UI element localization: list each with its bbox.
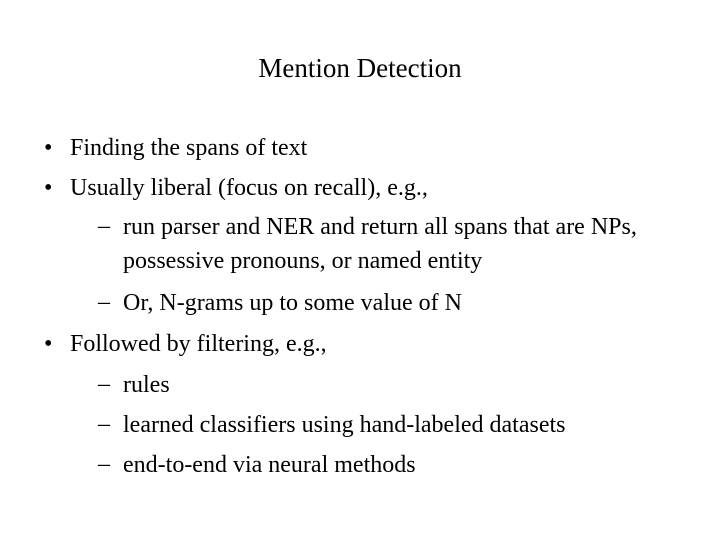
sub-item-line: possessive pronouns, or named entity	[123, 248, 483, 274]
bullet-glyph: •	[44, 135, 53, 161]
sub-item	[98, 370, 718, 402]
bullet-glyph: •	[44, 331, 53, 357]
sub-item	[98, 410, 718, 442]
bullet-item	[44, 134, 704, 166]
bullet-text: Followed by filtering, e.g.,	[70, 331, 327, 357]
sub-item-text: Or, N-grams up to some value of N	[123, 290, 462, 316]
slide-title: Mention Detection	[258, 53, 462, 83]
bullet-item	[44, 174, 704, 206]
dash-glyph: –	[98, 411, 110, 437]
bullet-item	[44, 330, 704, 362]
sub-item-text: rules	[123, 372, 170, 398]
sub-item	[98, 450, 718, 482]
sub-item	[98, 212, 718, 276]
sub-item-text	[123, 212, 637, 276]
sub-item	[98, 288, 718, 320]
sub-item-line: run parser and NER and return all spans that are NPs,	[123, 214, 637, 240]
dash-glyph: –	[98, 213, 110, 239]
bullet-text: Finding the spans of text	[70, 135, 308, 161]
bullet-text: Usually liberal (focus on recall), e.g.,	[70, 175, 428, 201]
dash-glyph: –	[98, 289, 110, 315]
dash-glyph: –	[98, 371, 110, 397]
sub-item-text: end-to-end via neural methods	[123, 452, 416, 478]
bullet-glyph: •	[44, 175, 53, 201]
sub-item-text: learned classifiers using hand-labeled datasets	[123, 412, 566, 438]
dash-glyph: –	[98, 451, 110, 477]
